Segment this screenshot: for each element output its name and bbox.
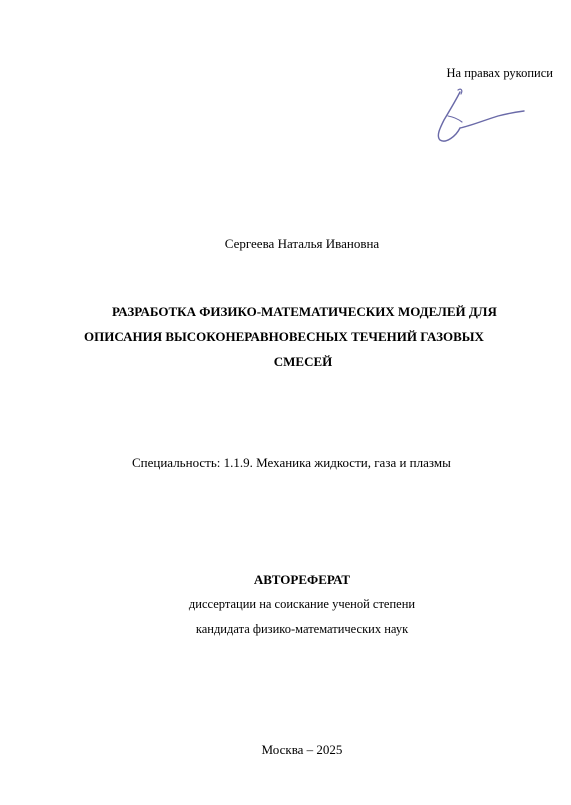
- author-signature: [430, 86, 526, 144]
- rights-note: На правах рукописи: [446, 66, 553, 80]
- title-line-1: РАЗРАБОТКА ФИЗИКО-МАТЕМАТИЧЕСКИХ МОДЕЛЕЙ ДЛЯ: [112, 304, 497, 319]
- abstract-heading: АВТОРЕФЕРАТ: [253, 572, 351, 587]
- degree-line-2: кандидата физико-математических наук: [195, 622, 409, 636]
- city-year: Москва – 2025: [261, 742, 343, 757]
- specialty-line: Специальность: 1.1.9. Механика жидкости, газа и плазмы: [132, 455, 451, 470]
- author-name: Сергеева Наталья Ивановна: [224, 236, 380, 251]
- degree-line-1: диссертации на соискание ученой степени: [188, 597, 416, 611]
- title-line-3: СМЕСЕЙ: [273, 354, 333, 369]
- title-line-2: ОПИСАНИЯ ВЫСОКОНЕРАВНОВЕСНЫХ ТЕЧЕНИЙ ГАЗОВЫХ: [84, 329, 484, 344]
